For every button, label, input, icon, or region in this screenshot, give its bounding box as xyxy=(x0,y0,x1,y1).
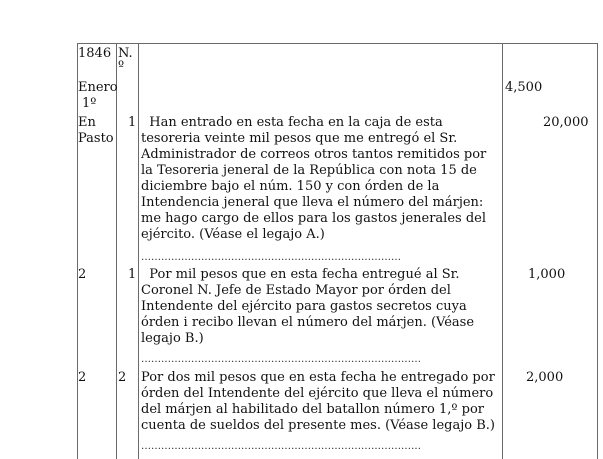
opening-amount: 4,500 xyxy=(505,80,543,95)
left-border xyxy=(77,43,78,459)
number-column-divider xyxy=(138,43,139,459)
entry-description: Por mil pesos que en esta fecha entregué al Sr. Coronel N. Jefe de Estado Mayor por órden del Intendente del ejército para gastos secretos cuya órden i recibo llevan el número del márjen. (Véase legajo B.) xyxy=(141,267,479,346)
entry-amount: 1,000 xyxy=(528,267,566,282)
entry-date-line1: 2 xyxy=(78,370,87,385)
entry-date-line1: 2 xyxy=(78,267,87,282)
date-column-divider xyxy=(116,43,117,459)
dotted-leader: ………………………………………………………………………… xyxy=(141,442,421,452)
entry-number: 1 xyxy=(128,115,137,130)
amount-column-divider xyxy=(502,43,503,459)
entry-amount: 2,000 xyxy=(526,370,564,385)
dotted-leader: …………………………………………………………………… xyxy=(141,253,401,263)
entry-number: 2 xyxy=(118,370,127,385)
right-border xyxy=(597,43,598,459)
top-border xyxy=(77,43,598,44)
number-header-sub: º xyxy=(118,59,125,74)
month-label: Enero xyxy=(78,80,118,95)
entry-number: 1 xyxy=(128,267,137,282)
entry-amount: 20,000 xyxy=(543,115,589,130)
day-label: 1º xyxy=(82,96,97,111)
entry-date-line2: Pasto xyxy=(78,131,114,146)
entry-description: Por dos mil pesos que en esta fecha he entregado por órden del Intendente del ejército que lleva el número del márjen al habilitado del batallon número 1,º por cuenta de sueldos del presente mes. (Véase legajo B.) xyxy=(141,370,499,433)
year-label: 1846 xyxy=(78,46,112,61)
entry-date-line1: En xyxy=(78,115,96,130)
number-header: N. xyxy=(118,46,133,61)
entry-description: Han entrado en esta fecha en la caja de esta tesoreria veinte mil pesos que me entregó el Sr. Administrador de correos otros tantos remitidos por la Tesoreria jeneral de la República con nota 15 de diciembre bajo el núm. 150 y con órden de la Intendencia jeneral que lleva el número del márjen: me hago cargo de ellos para los gastos jenerales del ejército. (Véase el legajo A.) xyxy=(141,115,491,242)
dotted-leader: ………………………………………………………………………… xyxy=(141,355,421,365)
